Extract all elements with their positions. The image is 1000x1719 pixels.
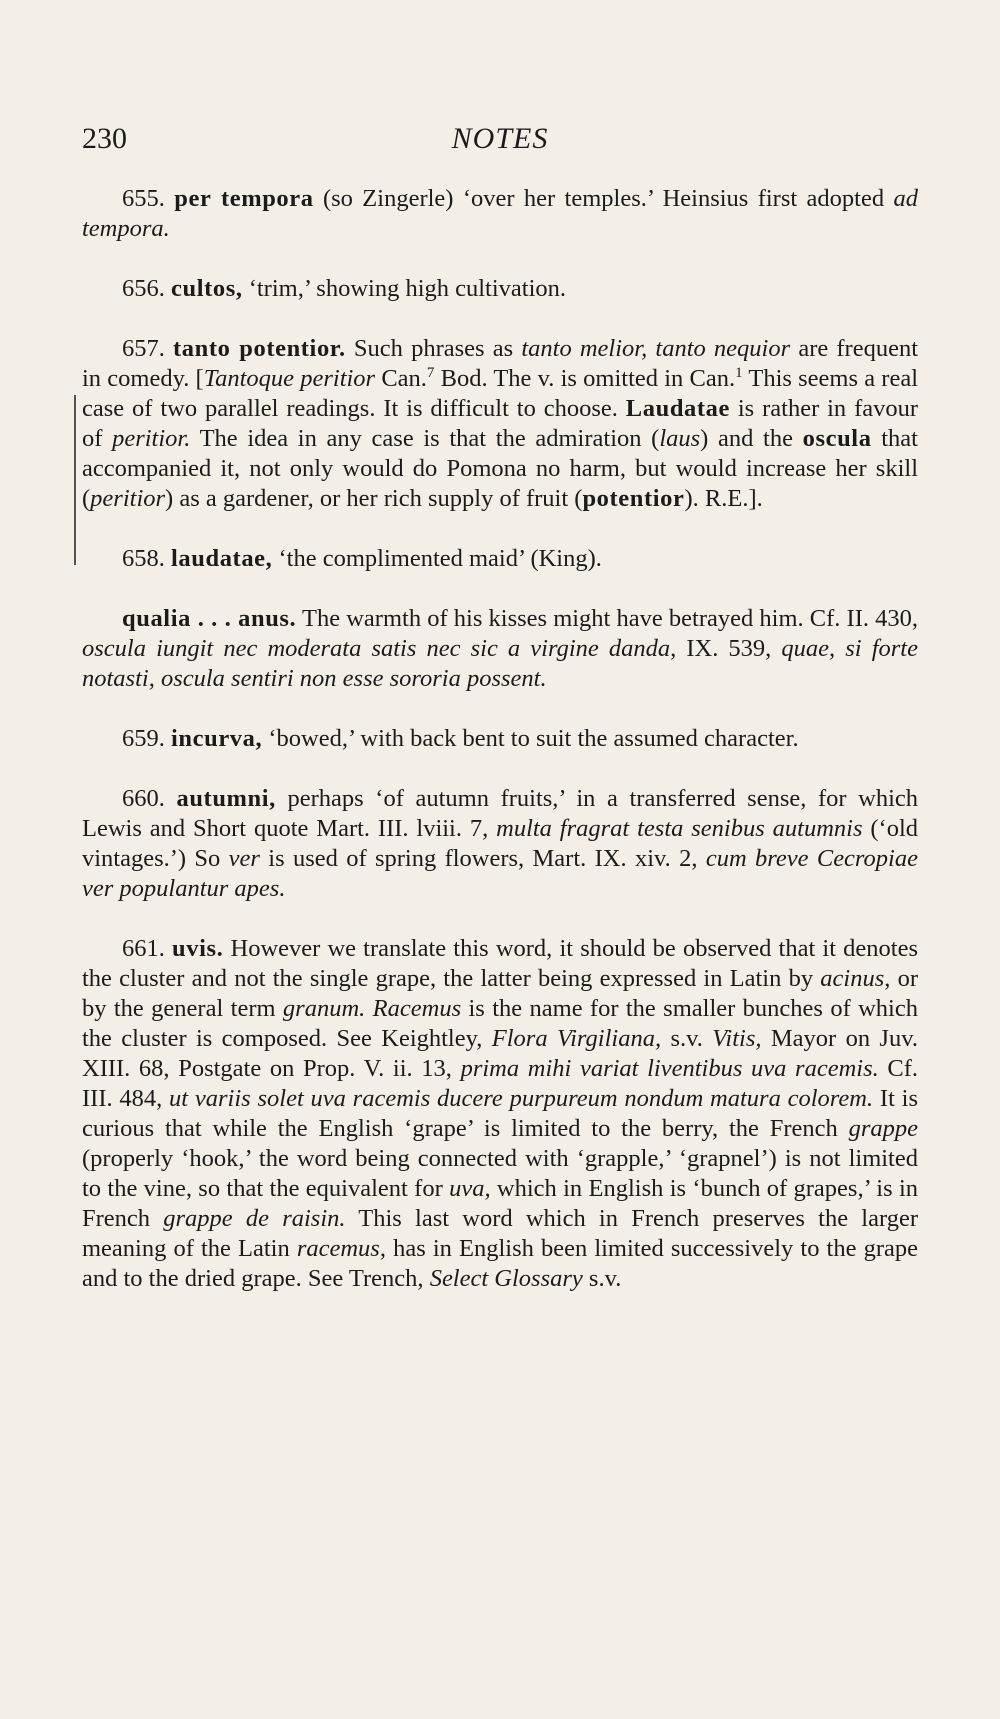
lemma: autumni, <box>176 785 276 812</box>
lemma: uvis. <box>172 935 224 962</box>
superscript: 1 <box>735 364 743 381</box>
note-658b <box>82 604 918 694</box>
note-text: ‘trim,’ showing high cultivation. <box>242 275 567 302</box>
note-text: (so Zingerle) ‘over her temples.’ Heinsius first adopted <box>313 185 894 212</box>
note-text: Bod. The v. is omitted in Can. <box>434 365 736 392</box>
latin-quote: grappe de raisin. <box>163 1205 346 1232</box>
note-text: ) as a gardener, or her rich supply of fruit ( <box>165 485 583 512</box>
latin-quote: acinus, <box>820 965 891 992</box>
note-text: The idea in any case is that the admiration ( <box>190 425 660 452</box>
latin-quote: grappe <box>848 1115 918 1142</box>
note-655 <box>82 184 918 244</box>
note-text: perhaps ‘of autumn fruits,’ in a transferred sense, for which Lewis and Short quote Mart. III. lviii. 7, <box>82 785 919 842</box>
note-text: ‘the complimented maid’ (King). <box>272 545 602 572</box>
latin-quote: ver <box>228 845 260 872</box>
note-657 <box>82 334 918 514</box>
margin-mark <box>74 395 76 565</box>
latin-quote: multa fragrat testa senibus autumnis <box>496 815 863 842</box>
lemma: qualia . . . anus. <box>122 605 297 632</box>
lemma: tanto potentior. <box>173 335 346 362</box>
running-head: NOTES <box>451 122 549 155</box>
note-text: 656. <box>122 275 171 302</box>
note-text: ‘bowed,’ with back bent to suit the assumed character. <box>262 725 799 752</box>
note-text: s.v. <box>661 1025 713 1052</box>
note-text: This seems a real case of two parallel readings. It is difficult to choose. <box>82 365 918 422</box>
latin-quote: quae, si forte notasti, oscula sentiri non esse sororia possent. <box>82 635 918 692</box>
latin-quote: peritior <box>90 485 166 512</box>
note-text: This last word which in French preserves the larger meaning of the Latin <box>82 1205 918 1262</box>
latin-quote: tanto melior, tanto nequior <box>521 335 791 362</box>
lemma: Laudatae <box>625 395 730 422</box>
note-text: that accompanied it, not only would do Pomona no harm, but would increase her skill ( <box>82 425 918 512</box>
lemma: laudatae, <box>171 545 273 572</box>
latin-quote: uva, <box>449 1175 491 1202</box>
note-text <box>365 995 372 1022</box>
lemma: potentior <box>582 485 685 512</box>
note-text: is used of spring flowers, Mart. IX. xiv. 2, <box>259 845 706 872</box>
latin-quote: oscula iungit nec moderata satis nec sic a virgine danda, <box>82 635 677 662</box>
note-text: 659. <box>122 725 171 752</box>
page-number: 230 <box>82 122 127 155</box>
note-text: are frequent in comedy. [ <box>82 335 919 392</box>
note-text: 661. <box>122 935 173 962</box>
note-text: Such phrases as <box>345 335 522 362</box>
superscript: 7 <box>426 364 435 381</box>
note-text: Cf. III. 484, <box>82 1055 919 1112</box>
latin-quote: ut variis solet uva racemis ducere purpureum nondum matura colorem. <box>169 1085 874 1112</box>
note-text: 660. <box>122 785 177 812</box>
latin-quote: Flora Virgiliana, <box>491 1025 662 1052</box>
note-text: (‘old vintages.’) So <box>82 815 919 872</box>
note-text: (properly ‘hook,’ the word being connected with ‘grapple,’ ‘grapnel’) is not limited to the vine, so that the equivalent for <box>82 1145 918 1202</box>
latin-quote: peritior. <box>112 425 191 452</box>
note-661 <box>82 934 918 1294</box>
note-text: Mayor on Juv. XIII. 68, Postgate on Prop. V. ii. 13, <box>82 1025 919 1082</box>
note-text: s.v. <box>582 1265 622 1292</box>
note-text: is rather in favour of <box>82 395 919 452</box>
latin-quote: Tantoque peritior <box>203 365 376 392</box>
note-text: The warmth of his kisses might have betrayed him. Cf. II. 430, <box>296 605 919 632</box>
lemma: oscula <box>802 425 872 452</box>
note-text: ). R.E.]. <box>684 485 763 512</box>
note-text: or by the general term <box>82 965 918 1022</box>
latin-quote: ad tempora. <box>82 185 918 242</box>
lemma: per tempora <box>174 185 314 212</box>
lemma: incurva, <box>171 725 263 752</box>
note-text: 658. <box>122 545 171 572</box>
latin-quote: cum breve Cecropiae ver populantur apes. <box>82 845 918 902</box>
note-text: Can. <box>375 365 427 392</box>
note-text: which in English is ‘bunch of grapes,’ is in French <box>82 1175 919 1232</box>
note-660 <box>82 784 918 904</box>
page-header <box>82 122 918 162</box>
note-text: 655. <box>122 185 175 212</box>
latin-quote: granum. <box>282 995 366 1022</box>
latin-quote: Racemus <box>372 995 462 1022</box>
note-text: It is curious that while the English ‘grape’ is limited to the berry, the French <box>82 1085 918 1142</box>
note-text: However we translate this word, it should be observed that it denotes the cluster and not the single grape, the latter being expressed in Latin by <box>82 935 919 992</box>
note-text: IX. 539, <box>676 635 782 662</box>
note-text: is the name for the smaller bunches of which the cluster is composed. See Keightley, <box>82 995 918 1052</box>
latin-quote: prima mihi variat liventibus uva racemis. <box>460 1055 879 1082</box>
note-text: has in English been limited successively to the grape and to the dried grape. See Trench, <box>82 1235 918 1292</box>
note-659 <box>82 724 918 754</box>
latin-quote: Select Glossary <box>429 1265 583 1292</box>
latin-quote: laus <box>659 425 701 452</box>
note-656 <box>82 274 918 304</box>
note-text: 657. <box>122 335 174 362</box>
notes-body <box>82 184 918 1324</box>
latin-quote: Vitis, <box>712 1025 762 1052</box>
note-text: ) and the <box>700 425 803 452</box>
lemma: cultos, <box>171 275 243 302</box>
note-658 <box>82 544 918 574</box>
latin-quote: racemus, <box>296 1235 386 1262</box>
